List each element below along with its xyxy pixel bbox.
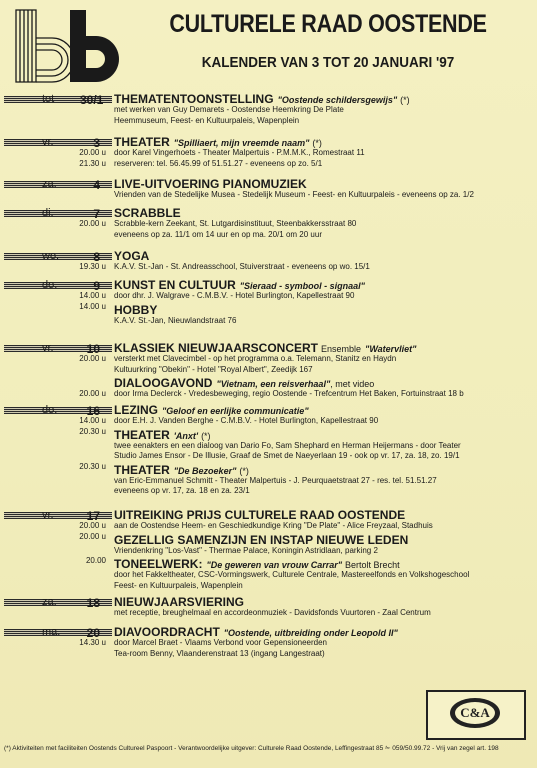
event-day-number: 20 bbox=[86, 626, 100, 640]
event-day-number: 16 bbox=[86, 404, 100, 418]
event-detail-line: Scrabble-kern Zeekant, St. Lutgardisinstituut, Steenbakkersstraat 80 bbox=[114, 219, 357, 228]
event-detail-line: door Marcel Braet - Vlaams Verbond voor Gepensioneerden bbox=[114, 638, 328, 647]
event-day-number: 30/1 bbox=[80, 93, 104, 107]
event-time: 20.30 u bbox=[79, 461, 106, 471]
event-heading bbox=[114, 92, 410, 106]
event-heading bbox=[114, 135, 322, 149]
event-detail-line: met werken van Guy Demarets - Oostendse Heemkring De Plate bbox=[114, 105, 344, 114]
event-day-number: 8 bbox=[93, 250, 100, 264]
event-detail-line: eveneens op vr. 17, za. 18 en za. 23/1 bbox=[114, 486, 250, 495]
event-time: 14.00 u bbox=[79, 416, 106, 425]
event-day-name: vr. bbox=[42, 342, 54, 354]
event-title: LEZING bbox=[114, 403, 158, 417]
event-time: 20.00 u bbox=[79, 531, 106, 541]
event-title: DIALOOGAVOND bbox=[114, 376, 213, 390]
event-day-number: 3 bbox=[93, 136, 100, 150]
event-title: GEZELLIG SAMENZIJN EN INSTAP NIEUWE LEDEN bbox=[114, 532, 409, 547]
event-title: UITREIKING PRIJS CULTURELE RAAD OOSTENDE bbox=[114, 508, 406, 522]
event-title: DIAVOORDRACHT bbox=[114, 625, 220, 639]
event-day-name: di. bbox=[42, 207, 54, 219]
page-subtitle: KALENDER VAN 3 TOT 20 JANUARI '97 bbox=[201, 54, 455, 71]
event-heading bbox=[114, 249, 149, 263]
event-day-number: 10 bbox=[86, 342, 100, 356]
event-heading bbox=[114, 303, 157, 317]
event-detail-line: twee eenakters en een dialoog van Dario Fo, Sam Shephard en Herman Heijermans - door Teater bbox=[114, 440, 461, 450]
event-title: SCRABBLE bbox=[114, 206, 181, 220]
event-subtitle: "Oostende schildersgewijs" bbox=[277, 95, 398, 105]
event-detail-line: Vriendenkring "Los-Vast" - Thermae Palace, Koningin Astridlaan, parking 2 bbox=[114, 545, 378, 555]
event-subtitle: "Watervliet" bbox=[365, 344, 417, 354]
event-detail-line: door E.H. J. Vanden Berghe - C.M.B.V. - Hotel Burlington, Kapellestraat 90 bbox=[114, 416, 379, 425]
event-detail-line: eveneens op za. 11/1 om 14 uur en op ma. 20/1 om 20 uur bbox=[114, 229, 322, 239]
event-detail-line: K.A.V. St.-Jan - St. Andreasschool, Stuiverstraat - eveneens op wo. 15/1 bbox=[114, 262, 370, 271]
event-day-name: tot bbox=[42, 93, 55, 105]
event-heading bbox=[114, 595, 244, 609]
event-title: KLASSIEK NIEUWJAARSCONCERT bbox=[114, 341, 319, 355]
event-title: YOGA bbox=[114, 249, 150, 263]
event-detail-line: Heemmuseum, Feest- en Kultuurpaleis, Wapenplein bbox=[114, 115, 300, 125]
event-heading bbox=[114, 177, 307, 191]
event-subtitle: 'Anxt' bbox=[173, 430, 199, 441]
event-title: LIVE-UITVOERING PIANOMUZIEK bbox=[114, 177, 307, 191]
event-heading bbox=[114, 428, 211, 442]
event-heading bbox=[114, 403, 309, 417]
event-day-name: za. bbox=[42, 596, 57, 608]
event-day-number: 4 bbox=[93, 178, 100, 192]
event-title-suffix: (*) bbox=[239, 465, 249, 476]
event-heading bbox=[114, 508, 405, 522]
event-time: 20.00 u bbox=[79, 148, 106, 157]
event-detail-line: door Irma Declerck - Vredesbeweging, regio Oostende - Trefcentrum Het Baken, Fortuinstraat 18 b bbox=[114, 389, 464, 398]
event-time: 14.30 u bbox=[79, 638, 106, 647]
event-subtitle: "De Bezoeker" bbox=[173, 465, 237, 476]
event-title-suffix: Bertolt Brecht bbox=[345, 560, 400, 570]
event-title: NIEUWJAARSVIERING bbox=[114, 595, 245, 609]
event-day-name: za. bbox=[42, 178, 57, 190]
event-heading bbox=[114, 625, 398, 639]
footer-note: (*) Aktiviteiten met faciliteiten Oostends Cultureel Paspoort - Verantwoordelijke uitgever: Culturele Raad Oostende, Leffingestraat 85 ✁ 059/50.99.72 - Vrij van zegel art. 198 bbox=[4, 745, 499, 752]
event-subtitle: "De geweren van vrouw Carrar" bbox=[206, 560, 343, 570]
event-day-name: vr. bbox=[42, 136, 54, 148]
event-title-suffix: (*) bbox=[400, 95, 410, 105]
event-heading bbox=[114, 533, 408, 547]
event-title: THEATER bbox=[114, 427, 170, 442]
event-detail-line: K.A.V. St.-Jan, Nieuwlandstraat 76 bbox=[114, 315, 237, 325]
ca-sponsor-logo bbox=[426, 690, 526, 740]
event-heading bbox=[114, 557, 400, 571]
event-detail-line: van Eric-Emmanuel Schmitt - Theater Malpertuis - J. Peurquaetstraat 27 - res. tel. 51.51.27 bbox=[114, 475, 437, 485]
event-title: HOBBY bbox=[114, 302, 158, 317]
event-heading bbox=[114, 341, 416, 355]
event-title: KUNST EN CULTUUR bbox=[114, 278, 236, 292]
event-subtitle: "Sieraad - symbool - signaal" bbox=[239, 281, 365, 291]
event-subtitle: "Spilliaert, mijn vreemde naam" bbox=[173, 138, 310, 148]
event-time: 14.00 u bbox=[79, 301, 106, 311]
event-day-number: 9 bbox=[93, 279, 100, 293]
event-detail-line: Kultuurkring "Obekin" - Hotel "Royal Albert", Zeedijk 167 bbox=[114, 364, 313, 374]
event-day-number: 18 bbox=[86, 596, 100, 610]
event-detail-line: aan de Oostendse Heem- en Geschiedkundige Kring "De Plate" - Alice Freyzaal, Stadhuis bbox=[114, 521, 433, 530]
event-subtitle: "Vietnam, een reisverhaal" bbox=[216, 379, 331, 389]
event-time: 20.00 bbox=[85, 556, 106, 565]
event-day-number: 7 bbox=[93, 207, 100, 221]
event-day-name: do. bbox=[42, 404, 58, 416]
event-day-name: do. bbox=[42, 279, 58, 291]
event-title: THEATER bbox=[114, 462, 170, 477]
page-title: CULTURELE RAAD OOSTENDE bbox=[169, 10, 487, 38]
event-title-suffix: (*) bbox=[312, 138, 322, 148]
event-subtitle: "Geloof en eerlijke communicatie" bbox=[162, 406, 309, 416]
event-title-suffix: , met video bbox=[330, 379, 375, 389]
event-detail-line: door Karel Vingerhoets - Theater Malpertuis - P.M.M.K., Romestraat 11 bbox=[114, 148, 365, 157]
event-detail-line: reserveren: tel. 56.45.99 of 51.51.27 - eveneens op zo. 5/1 bbox=[114, 158, 323, 168]
event-day-name: wo. bbox=[42, 250, 60, 262]
event-detail-line: Feest- en Kultuurpaleis, Wapenplein bbox=[114, 580, 243, 590]
event-detail-line: met receptie, breughelmaal en accordeonmuziek - Davidsfonds Vuurtoren - Zaal Centrum bbox=[114, 608, 431, 617]
event-subtitle: "Oostende, uitbreiding onder Leopold II" bbox=[223, 628, 398, 638]
event-day-number: 17 bbox=[86, 509, 100, 523]
event-detail-line: Studio James Ensor - De Illusie, Graaf de Smet de Naeyerlaan 19 - ook op vr. 17, za. 18, zo. 19/1 bbox=[114, 451, 460, 460]
event-time: 20.00 u bbox=[79, 219, 106, 228]
event-time: 20.00 u bbox=[79, 389, 106, 398]
event-title: THEATER bbox=[114, 135, 170, 149]
event-title: TONEELWERK: bbox=[114, 557, 203, 571]
event-detail-line: Tea-room Benny, Vlaanderenstraat 13 (ingang Langestraat) bbox=[114, 648, 325, 658]
event-title: THEMATENTOONSTELLING bbox=[114, 92, 274, 106]
event-time: 19.30 u bbox=[79, 262, 106, 271]
event-title-suffix: Ensemble bbox=[321, 344, 362, 354]
event-time: 20.00 u bbox=[79, 354, 106, 363]
event-heading bbox=[114, 278, 365, 292]
event-detail-line: door het Fakkeltheater, CSC-Vormingswerk, Culturele Centrale, Mastereelfonds en Volkshogeschool bbox=[114, 570, 470, 579]
event-title-suffix: (*) bbox=[201, 430, 211, 441]
event-day-name: vr. bbox=[42, 509, 54, 521]
event-day-name: ma. bbox=[42, 626, 61, 638]
event-time: 14.00 u bbox=[79, 291, 106, 300]
event-time: 20.30 u bbox=[79, 426, 106, 436]
event-detail-line: versterkt met Clavecimbel - op het programma o.a. Telemann, Stanitz en Haydn bbox=[114, 354, 397, 363]
event-heading bbox=[114, 376, 374, 390]
event-time: 20.00 u bbox=[79, 521, 106, 530]
event-detail-line: Vrienden van de Stedelijke Musea - Stedelijk Museum - Feest- en Kultuurpaleis - eveneens op za. 1/2 bbox=[114, 190, 474, 199]
event-time: 21.30 u bbox=[79, 158, 106, 168]
event-heading bbox=[114, 463, 249, 477]
culturele-raad-logo bbox=[12, 8, 120, 84]
ca-logo-text: C&A bbox=[455, 702, 495, 724]
ca-logo-oval bbox=[450, 698, 500, 728]
event-heading bbox=[114, 206, 181, 220]
event-detail-line: door dhr. J. Walgrave - C.M.B.V. - Hotel Burlington, Kapellestraat 90 bbox=[114, 291, 355, 300]
